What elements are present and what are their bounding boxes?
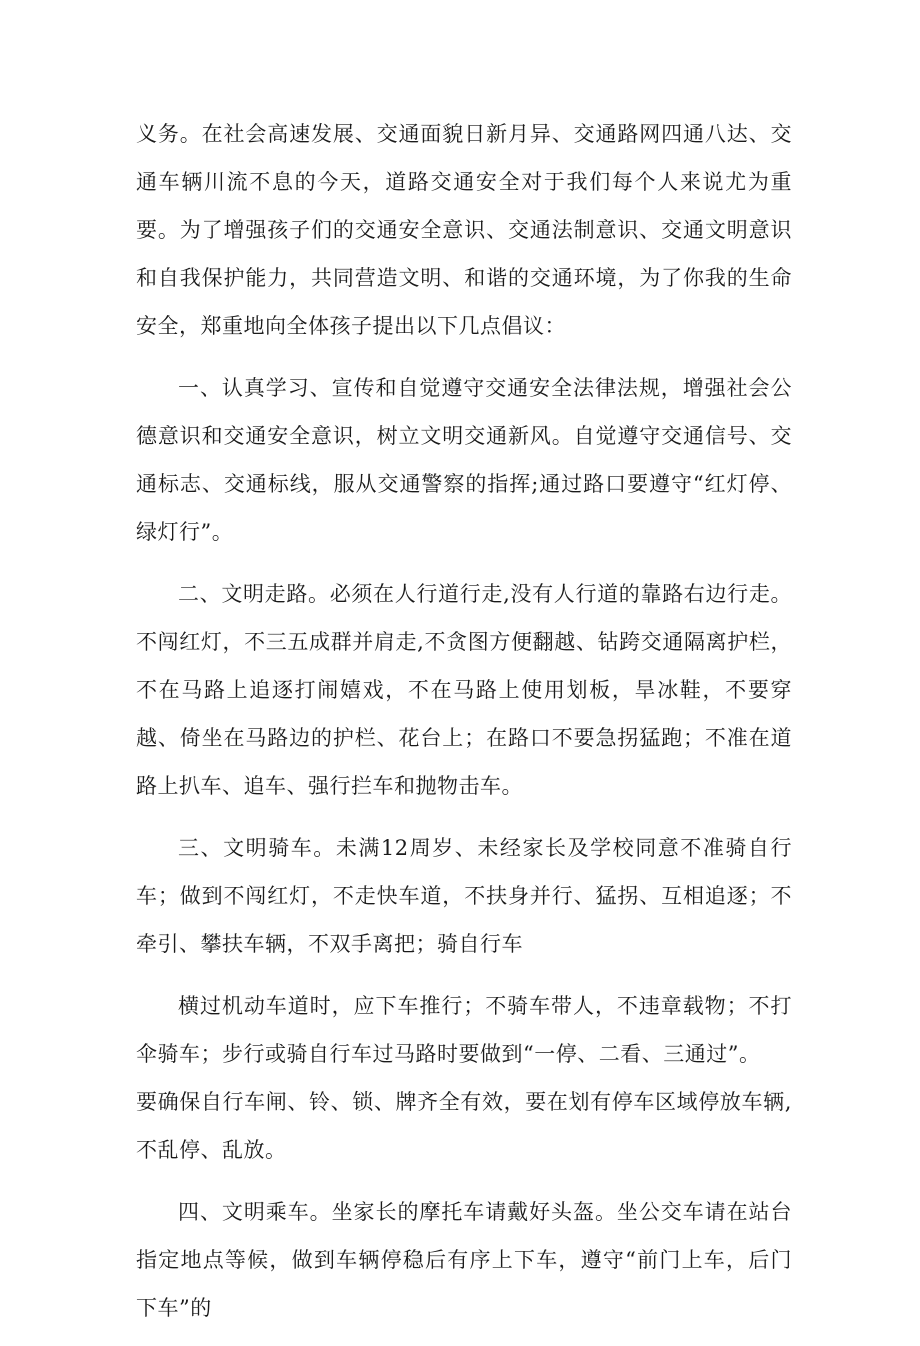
paragraph-intro: 义务。在社会高速发展、交通面貌日新月异、交通路网四通八达、交通车辆川流不息的今天，道路交通安全对于我们每个人来说尤为重要。为了增强孩子们的交通安全意识、交通法制意识、交通文明意识和自我保护能力，共同营造文明、和谐的交通环境，为了你我的生命安全，郑重地向全体孩子提出以下几点倡议： [136, 122, 792, 338]
paragraph-item-1: 一、认真学习、宣传和自觉遵守交通安全法律法规，增强社会公德意识和交通安全意识，树立文明交通新风。自觉遵守交通信号、交通标志、交通标线，服从交通警察的指挥;通过路口要遵守“红灯停、绿灯行”。 [136, 376, 792, 544]
paragraph-item-3-continued: 横过机动车道时，应下车推行；不骑车带人，不违章载物；不打伞骑车；步行或骑自行车过马路时要做到“一停、二看、三通过”。 [136, 994, 792, 1066]
document-body [136, 110, 792, 1346]
paragraph-item-4: 四、文明乘车。坐家长的摩托车请戴好头盔。坐公交车请在站台指定地点等候，做到车辆停稳后有序上下车，遵守“前门上车，后门下车”的 [136, 1200, 792, 1320]
paragraph-item-2: 二、文明走路。必须在人行道行走,没有人行道的靠路右边行走。不闯红灯，不三五成群并肩走,不贪图方便翻越、钻跨交通隔离护栏，不在马路上追逐打闹嬉戏，不在马路上使用划板，旱冰鞋，不要穿越、倚坐在马路边的护栏、花台上；在路口不要急拐猛跑；不准在道路上扒车、追车、强行拦车和抛物击车。 [136, 582, 792, 798]
paragraph-item-3: 三、文明骑车。未满12周岁、未经家长及学校同意不准骑自行车；做到不闯红灯，不走快车道，不扶身并行、猛拐、互相追逐；不牵引、攀扶车辆，不双手离把；骑自行车 [136, 836, 792, 956]
paragraph-bicycle-parking: 要确保自行车闸、铃、锁、牌齐全有效，要在划有停车区域停放车辆,不乱停、乱放。 [136, 1090, 792, 1162]
